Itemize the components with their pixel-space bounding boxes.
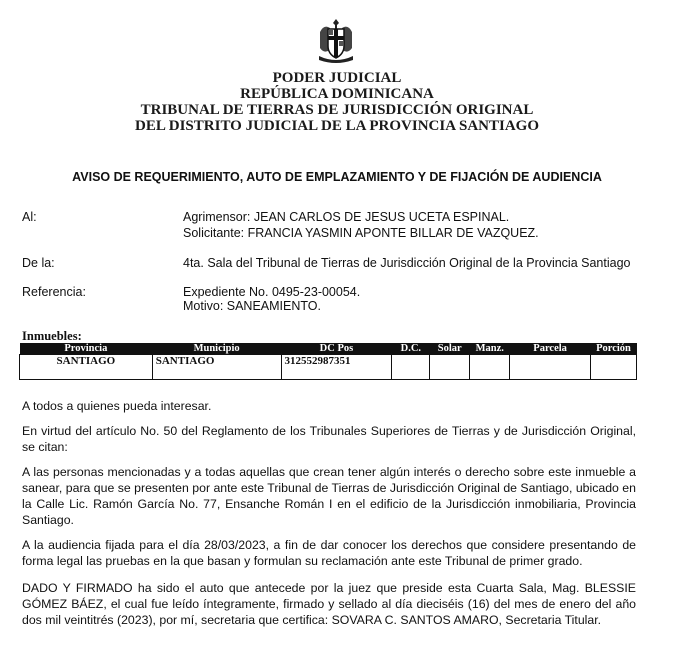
hearing-paragraph: A la audiencia fijada para el día 28/03/2023, a fin de dar conocer los derechos que considere presentando de forma legal las pruebas en la que basan y formulan su reclamación ante este Tribunal de primer grado.	[22, 538, 636, 568]
signature-paragraph: DADO Y FIRMADO ha sido el auto que antecede por la juez que preside esta Cuarta Sala, Mag. BLESSIE GÓMEZ BÁEZ, el cual fue leído íntegramente, firmado y sellado al día dieciséis (16) del mes de enero del año dos mil veintitrés (2023), por mí, secretaria que certifica: SOVARA C. SANTOS AMARO, Secretaria Titular.	[22, 581, 636, 627]
col-header-provincia: Provincia	[20, 343, 153, 355]
country-name: REPÚBLICA DOMINICANA	[240, 86, 434, 102]
cell-parcela	[510, 355, 591, 380]
district-name: DEL DISTRITO JUDICIAL DE LA PROVINCIA SANTIAGO	[135, 118, 539, 134]
col-header-parcela: Parcela	[510, 343, 591, 355]
cell-manzana	[470, 355, 510, 380]
institution-name: PODER JUDICIAL	[272, 70, 402, 86]
tribunal-name: TRIBUNAL DE TIERRAS DE JURISDICCIÓN ORIGINAL	[140, 102, 534, 118]
cell-provincia: SANTIAGO	[20, 355, 153, 380]
surveyor-line: Agrimensor: JEAN CARLOS DE JESUS UCETA ESPINAL.	[183, 210, 510, 224]
case-file-number: Expediente No. 0495-23-00054.	[183, 285, 361, 299]
greeting-paragraph: A todos a quienes pueda interesar.	[22, 399, 212, 413]
reference-label: Referencia:	[22, 285, 86, 299]
col-header-manzana: Manz.	[470, 343, 510, 355]
properties-table	[19, 343, 637, 380]
table-header-row	[20, 343, 637, 355]
col-header-dc: D.C.	[392, 343, 430, 355]
cell-dc-pos: 312552987351	[281, 355, 392, 380]
cell-dc	[392, 355, 430, 380]
applicant-line: Solicitante: FRANCIA YASMIN APONTE BILLAR DE VAZQUEZ.	[183, 226, 539, 240]
cell-municipio: SANTIAGO	[152, 355, 281, 380]
col-header-municipio: Municipio	[152, 343, 281, 355]
col-header-dc-pos: DC Pos	[281, 343, 392, 355]
cell-solar	[430, 355, 470, 380]
summons-paragraph: A las personas mencionadas y a todas aquellas que crean tener algún interés o derecho sobre este inmueble a sanear, para que se presenten por ante este Tribunal de Tierras de Jurisdicción Original de Santiago, ubicado en la Calle Lic. Ramón García No. 77, Ensanche Román I en el edificio de la Jurisdicción inmobiliaria, Provincia Santiago.	[22, 465, 636, 527]
legal-basis-paragraph: En virtud del artículo No. 50 del Reglamento de los Tribunales Superiores de Tierras y de Jurisdicción Original, se citan:	[22, 424, 636, 454]
table-row	[20, 355, 637, 380]
col-header-solar: Solar	[430, 343, 470, 355]
court-room: 4ta. Sala del Tribunal de Tierras de Jurisdicción Original de la Provincia Santiago	[183, 256, 631, 270]
coat-of-arms-emblem	[316, 18, 356, 64]
properties-label: Inmuebles:	[22, 329, 82, 343]
dela-label: De la:	[22, 256, 55, 270]
al-label: Al:	[22, 210, 37, 224]
col-header-porcion: Porción	[591, 343, 637, 355]
case-reason: Motivo: SANEAMIENTO.	[183, 299, 321, 313]
document-title: AVISO DE REQUERIMIENTO, AUTO DE EMPLAZAMIENTO Y DE FIJACIÓN DE AUDIENCIA	[72, 170, 602, 184]
cell-porcion	[591, 355, 637, 380]
